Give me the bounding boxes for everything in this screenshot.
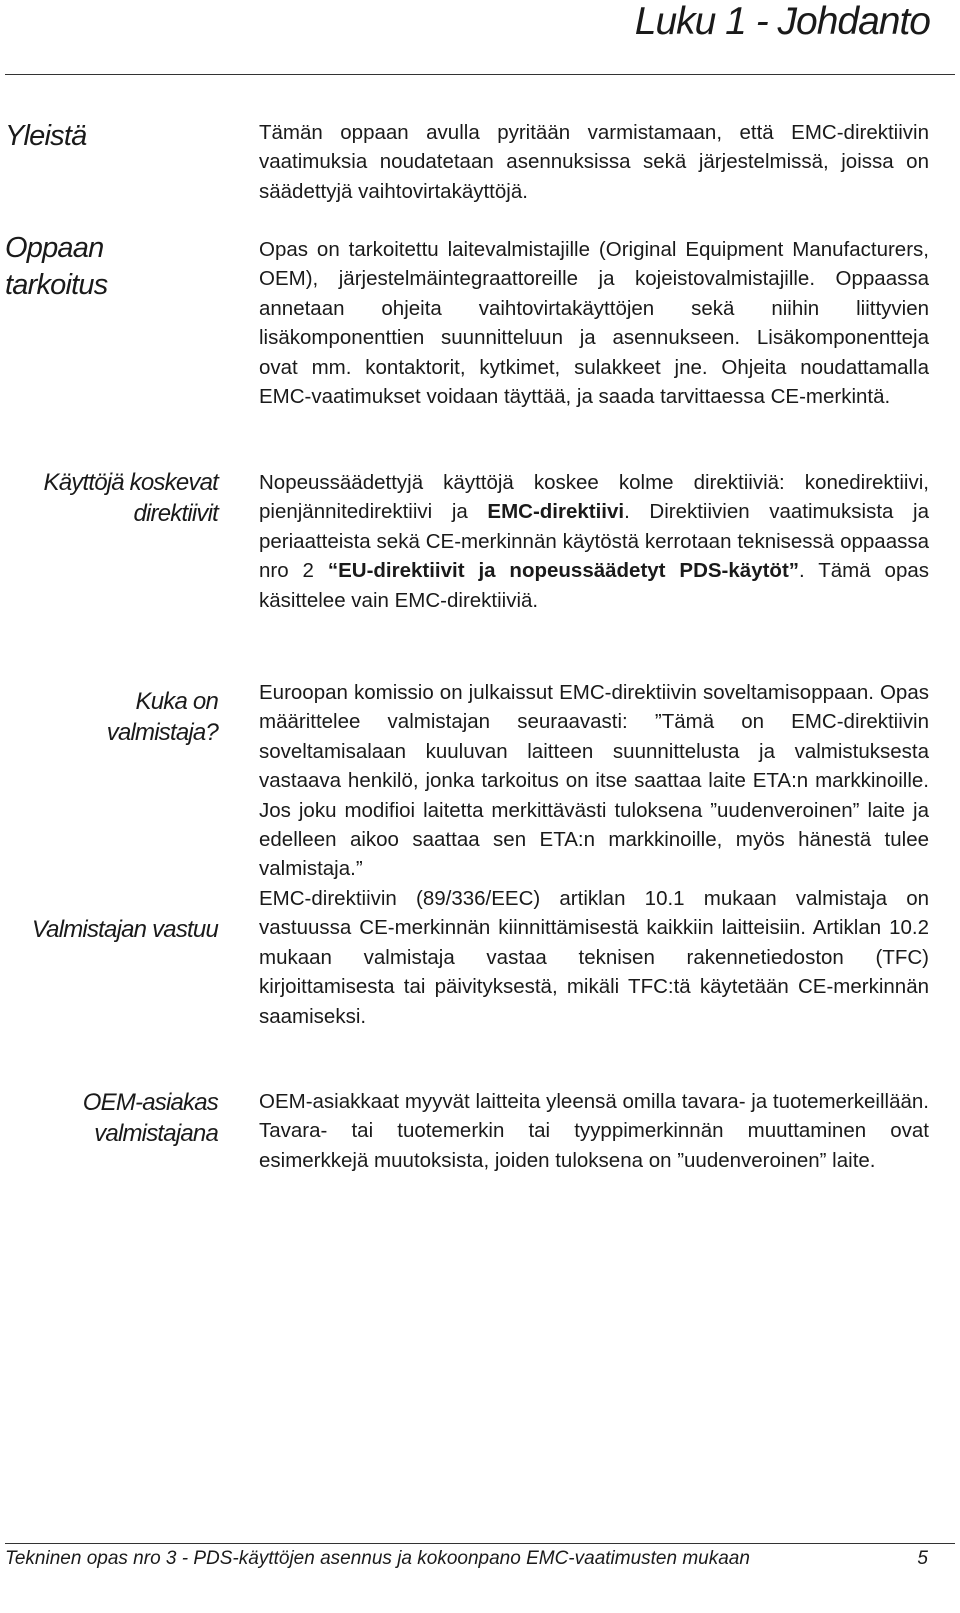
sidebar-label-text: valmistajana xyxy=(94,1120,218,1147)
header-divider xyxy=(5,74,955,75)
sidebar-label-text: Oppaan xyxy=(5,232,104,264)
chapter-title: Luku 1 - Johdanto xyxy=(634,0,930,43)
footer-divider xyxy=(5,1543,955,1544)
sidebar-label-text: valmistaja? xyxy=(106,719,218,746)
paragraph-oem-asiakas: OEM-asiakkaat myyvät laitteita yleensä omilla tavara- ja tuotemerkeillään. Tavara- tai tuotemerkin tai tyyppimerkinnän muuttaminen ovat esimerkkejä muutoksista, joiden tuloksena on ”uudenveroinen” laite. xyxy=(259,1090,929,1172)
sidebar-label-yleista xyxy=(5,118,223,155)
paragraph-text: Nopeussäädettyjä käyttöjä koskee kolme direktiiviä: konedirektiivi, pienjännitedirektiivi ja xyxy=(259,471,929,524)
sidebar-label-text: OEM-asiakas xyxy=(82,1089,218,1116)
sidebar-label-oem-asiakas xyxy=(0,1087,218,1149)
sidebar-label-kuka-on-valmistaja xyxy=(0,686,218,748)
footer-text: Tekninen opas nro 3 - PDS-käyttöjen asennus ja kokoonpano EMC-vaatimusten mukaan xyxy=(5,1548,750,1569)
sidebar-label-text: direktiivit xyxy=(133,500,218,527)
emc-directive-emphasis: EMC-direktiivi xyxy=(487,500,625,524)
sidebar-label-text: Valmistajan vastuu xyxy=(31,916,218,943)
sidebar-label-oppaan-tarkoitus xyxy=(5,230,223,304)
paragraph-valmistaja: Euroopan komissio on julkaissut EMC-direktiivin soveltamisoppaan. Opas määrittelee valmistajan seuraavasti: ”Tämä on EMC-direktiivin soveltamisalaan kuuluvan laitteen suunnittelusta ja valmistuksesta vastaava henkilö, jonka tarkoitus on itse saattaa laite ETA:n markkinoille. Jos joku modifioi laitetta merkittävästi tuloksena ”uudenveroinen” laite ja edelleen aikoo saattaa sen ETA:n markkinoille, myös hänestä tulee valmistaja.” xyxy=(259,681,929,881)
sidebar-label-text: Yleistä xyxy=(5,120,87,152)
page-footer xyxy=(5,1545,928,1575)
paragraph-direktiivit xyxy=(259,468,929,615)
sidebar-label-text: Käyttöjä koskevat xyxy=(43,469,218,496)
sidebar-label-text: Kuka on xyxy=(135,688,218,715)
guide-title-emphasis: “EU-direktiivit ja nopeussäädetyt PDS-käytöt” xyxy=(327,559,800,583)
paragraph-yleista: Tämän oppaan avulla pyritään varmistamaan, että EMC-direktiivin vaatimuksia noudatetaan asennuksissa sekä järjestelmissä, joissa on säädettyjä vaihtovirtakäyttöjä. xyxy=(259,121,929,203)
paragraph-valmistajan-vastuu: EMC-direktiivin (89/336/EEC) artiklan 10.1 mukaan valmistaja on vastuussa CE-merkinnän kiinnittämisestä kaikkiin laitteisiin. Artiklan 10.2 mukaan valmistaja vastaa teknisen rakennetiedoston (TFC) kirjoittamisesta tai päivityksestä, mikäli TFC:tä käytetään CE-merkinnän saamiseksi. xyxy=(259,887,929,1028)
paragraph-text: . Tämä opas käsittelee vain EMC-direktiiviä. xyxy=(259,559,929,612)
paragraph-oppaan-tarkoitus: Opas on tarkoitettu laitevalmistajille (Original Equipment Manufacturers, OEM), järjestelmäintegraattoreille ja kojeistovalmistajille. Oppaassa annetaan ohjeita vaihtovirtakäyttöjen sekä niihin liittyvien lisäkomponenttien suunnitteluun ja asennukseen. Lisäkomponentteja ovat mm. kontaktorit, kytkimet, sulakkeet jne. Ohjeita noudattamalla EMC-vaatimukset voidaan täyttää, ja saada tarvittaessa CE-merkintä. xyxy=(259,238,929,409)
sidebar-label-text: tarkoitus xyxy=(5,269,108,301)
sidebar-label-valmistajan-vastuu xyxy=(0,914,218,945)
sidebar-label-kayttoja-koskevat xyxy=(0,467,218,529)
page-number: 5 xyxy=(917,1548,928,1569)
paragraph-text: . Direktiivien vaatimuksista ja periaatteista sekä CE-merkinnän käytöstä kerrotaan teknisessä oppaassa nro 2 xyxy=(259,500,929,583)
